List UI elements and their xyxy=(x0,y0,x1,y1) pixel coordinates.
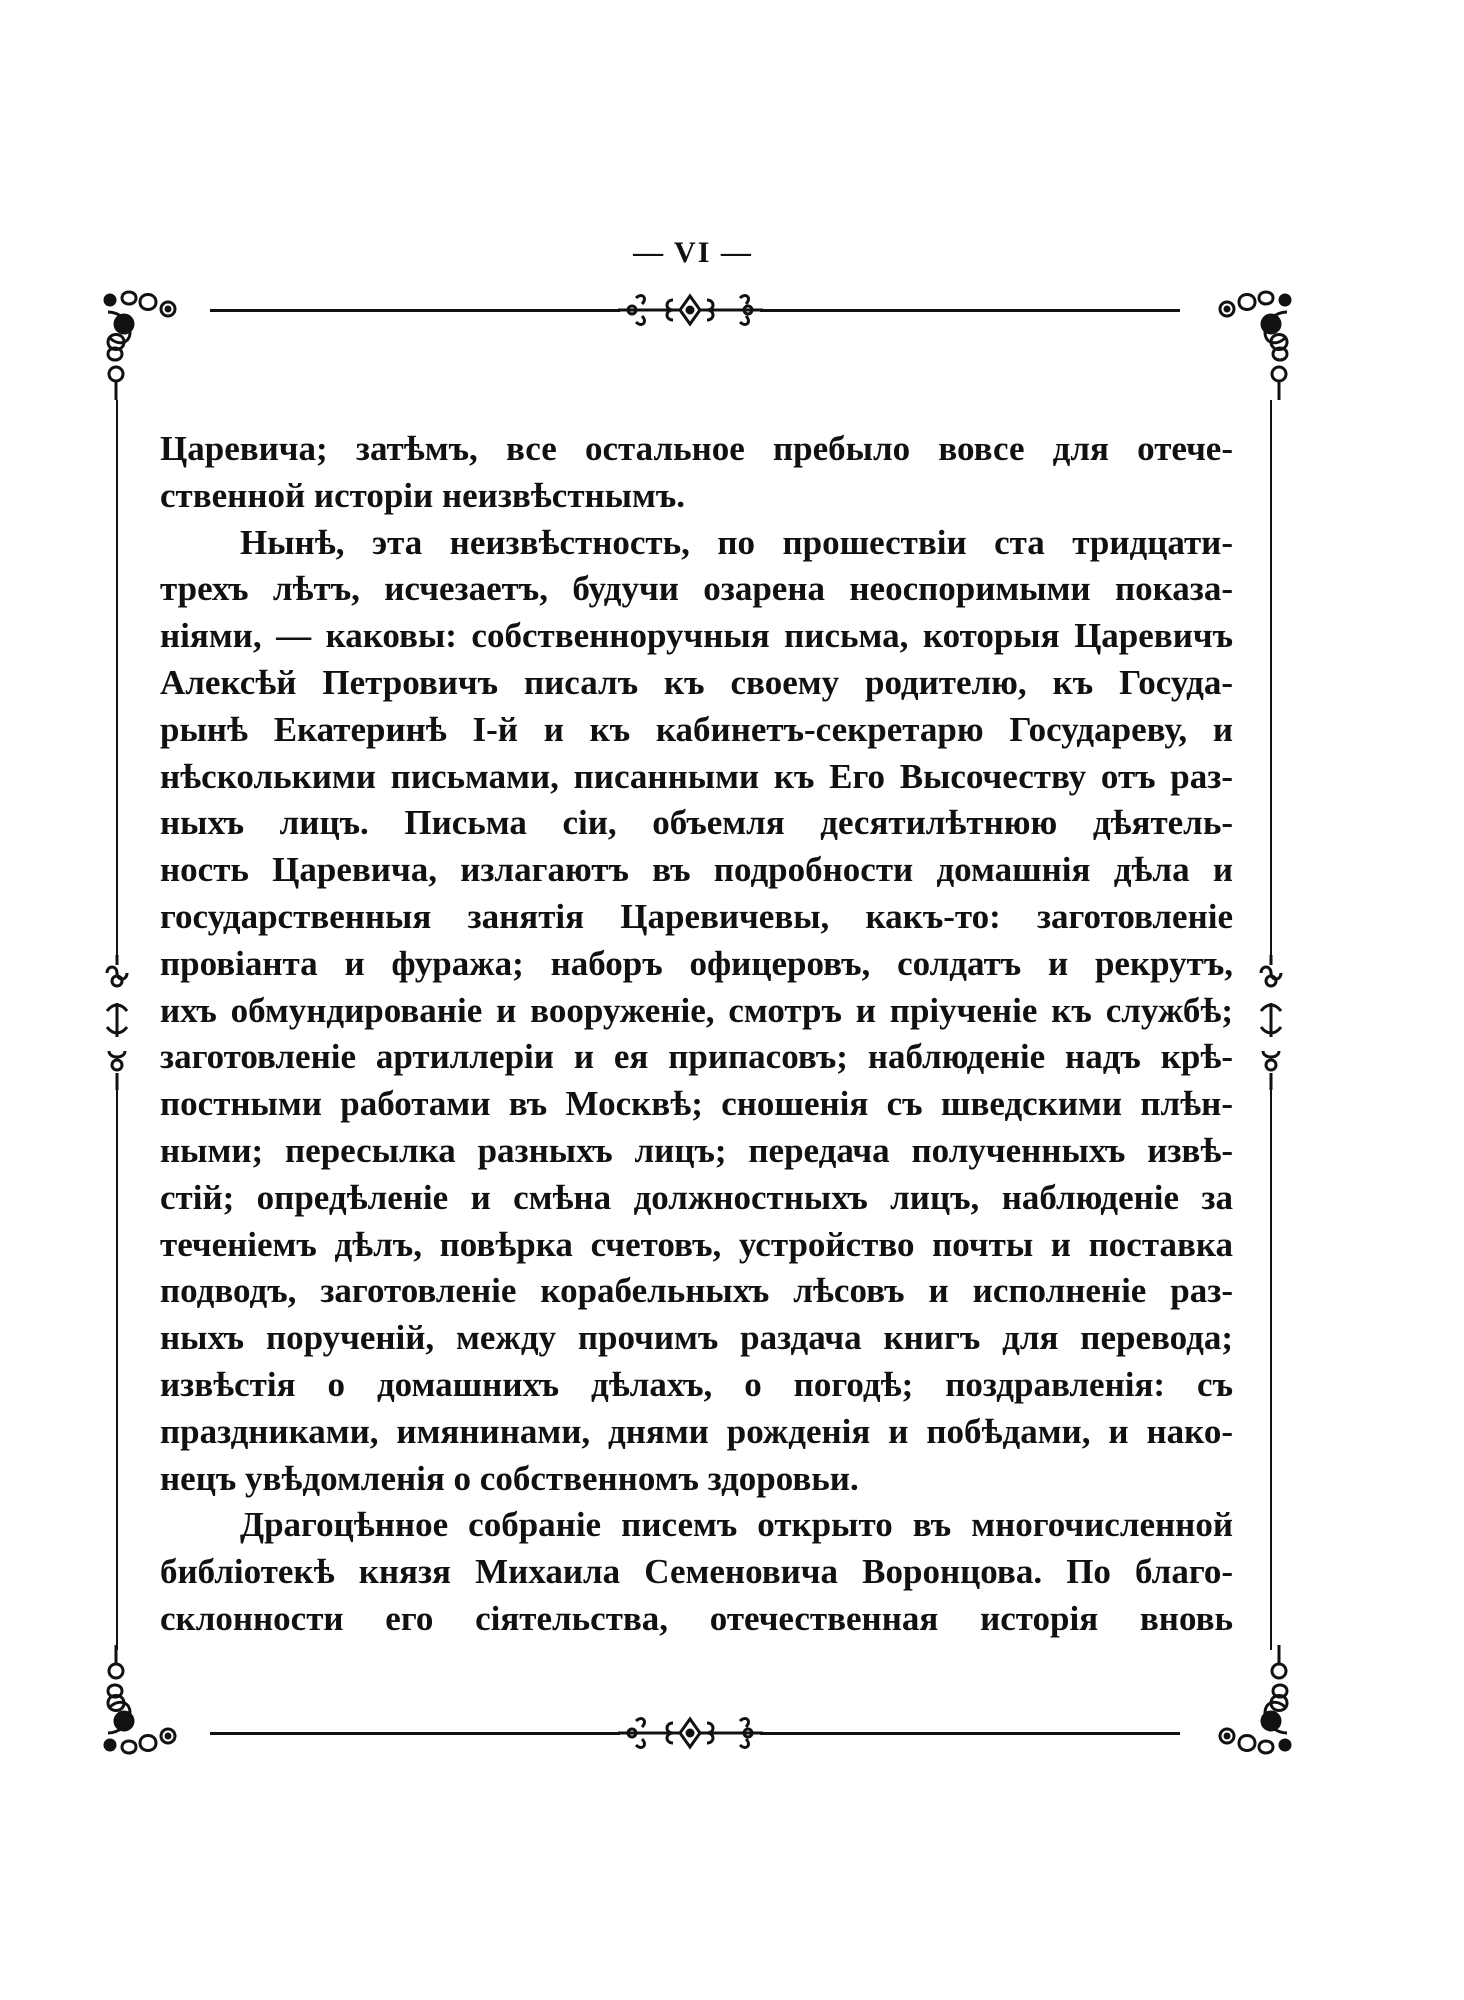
text-line: рынѣ Екатеринѣ I-й и къ кабинетъ-секретарю Государеву, и xyxy=(160,709,1233,749)
top-rule-right xyxy=(760,309,1180,312)
text-line: государственныя занятія Царевичевы, какъ-то: заготовленіе xyxy=(160,896,1233,936)
text-line: Нынѣ, эта неизвѣстность, по прошествіи ста тридцати- xyxy=(240,522,1233,562)
text-line: ихъ обмундированіе и вооруженіе, смотръ и пріученіе къ службѣ; xyxy=(160,990,1233,1030)
text-line: провіанта и фуража; наборъ офицеровъ, солдатъ и рекрутъ, xyxy=(160,943,1233,983)
text-line: постными работами въ Москвѣ; сношенія съ шведскими плѣн- xyxy=(160,1084,1233,1124)
text-line: ными; пересылка разныхъ лицъ; передача полученныхъ извѣ- xyxy=(160,1130,1233,1170)
text-line: извѣстія о домашнихъ дѣлахъ, о погодѣ; поздравленія: съ xyxy=(160,1364,1233,1404)
text-line: нѣсколькими письмами, писанными къ Его Высочеству отъ раз- xyxy=(160,756,1233,796)
corner-ornament-icon xyxy=(100,1640,220,1755)
side-ornament-icon xyxy=(101,955,133,1090)
corner-ornament-icon xyxy=(100,290,220,405)
text-line: Царевича; затѣмъ, все остальное пребыло вовсе для отече- xyxy=(160,429,1233,468)
text-line: заготовленіе артиллеріи и ея припасовъ; наблюденіе надъ крѣ- xyxy=(160,1037,1233,1077)
text-line: подводъ, заготовленіе корабельныхъ лѣсовъ и исполненіе раз- xyxy=(160,1271,1233,1311)
text-line: трехъ лѣтъ, исчезаетъ, будучи озарена неоспоримыми показа- xyxy=(160,569,1233,609)
text-line: ніями, — каковы: собственноручныя письма, которыя Царевичъ xyxy=(160,616,1233,656)
text-line: праздниками, имянинами, днями рожденія и побѣдами, и нако- xyxy=(160,1411,1233,1451)
side-ornament-icon xyxy=(1255,955,1287,1090)
text-line: теченіемъ дѣлъ, повѣрка счетовъ, устройство почты и поставка xyxy=(160,1224,1233,1264)
left-rule-upper xyxy=(116,400,118,955)
text-line: библіотекѣ князя Михаила Семеновича Воронцова. По благо- xyxy=(160,1552,1233,1592)
right-rule-upper xyxy=(1270,400,1272,955)
bottom-rule-left xyxy=(210,1732,620,1735)
page-number: — VI — xyxy=(633,236,753,269)
center-ornament-icon xyxy=(618,292,763,330)
text-line: стій; опредѣленіе и смѣна должностныхъ лицъ, наблюденіе за xyxy=(160,1177,1233,1217)
text-line: ственной исторіи неизвѣстнымъ. xyxy=(160,475,685,515)
left-rule-lower xyxy=(116,1090,118,1650)
corner-ornament-icon xyxy=(1175,290,1295,405)
text-line: ность Царевича, излагаютъ въ подробности домашнія дѣла и xyxy=(160,850,1233,890)
text-line: ныхъ лицъ. Письма сіи, объемля десятилѣтнюю дѣятель- xyxy=(160,803,1233,843)
text-line: Драгоцѣнное собраніе писемъ открыто въ многочисленной xyxy=(240,1505,1233,1545)
right-rule-lower xyxy=(1270,1090,1272,1650)
bottom-rule-right xyxy=(760,1732,1180,1735)
body-text xyxy=(160,426,1233,1643)
corner-ornament-icon xyxy=(1175,1640,1295,1755)
text-line: склонности его сіятельства, отечественная исторія вновь xyxy=(160,1598,1233,1638)
top-rule-left xyxy=(210,309,620,312)
text-line: нецъ увѣдомленія о собственномъ здоровьи. xyxy=(160,1458,859,1498)
text-line: Алексѣй Петровичъ писалъ къ своему родителю, къ Госуда- xyxy=(160,662,1233,702)
text-line: ныхъ порученій, между прочимъ раздача книгъ для перевода; xyxy=(160,1318,1233,1358)
center-ornament-icon xyxy=(618,1715,763,1753)
